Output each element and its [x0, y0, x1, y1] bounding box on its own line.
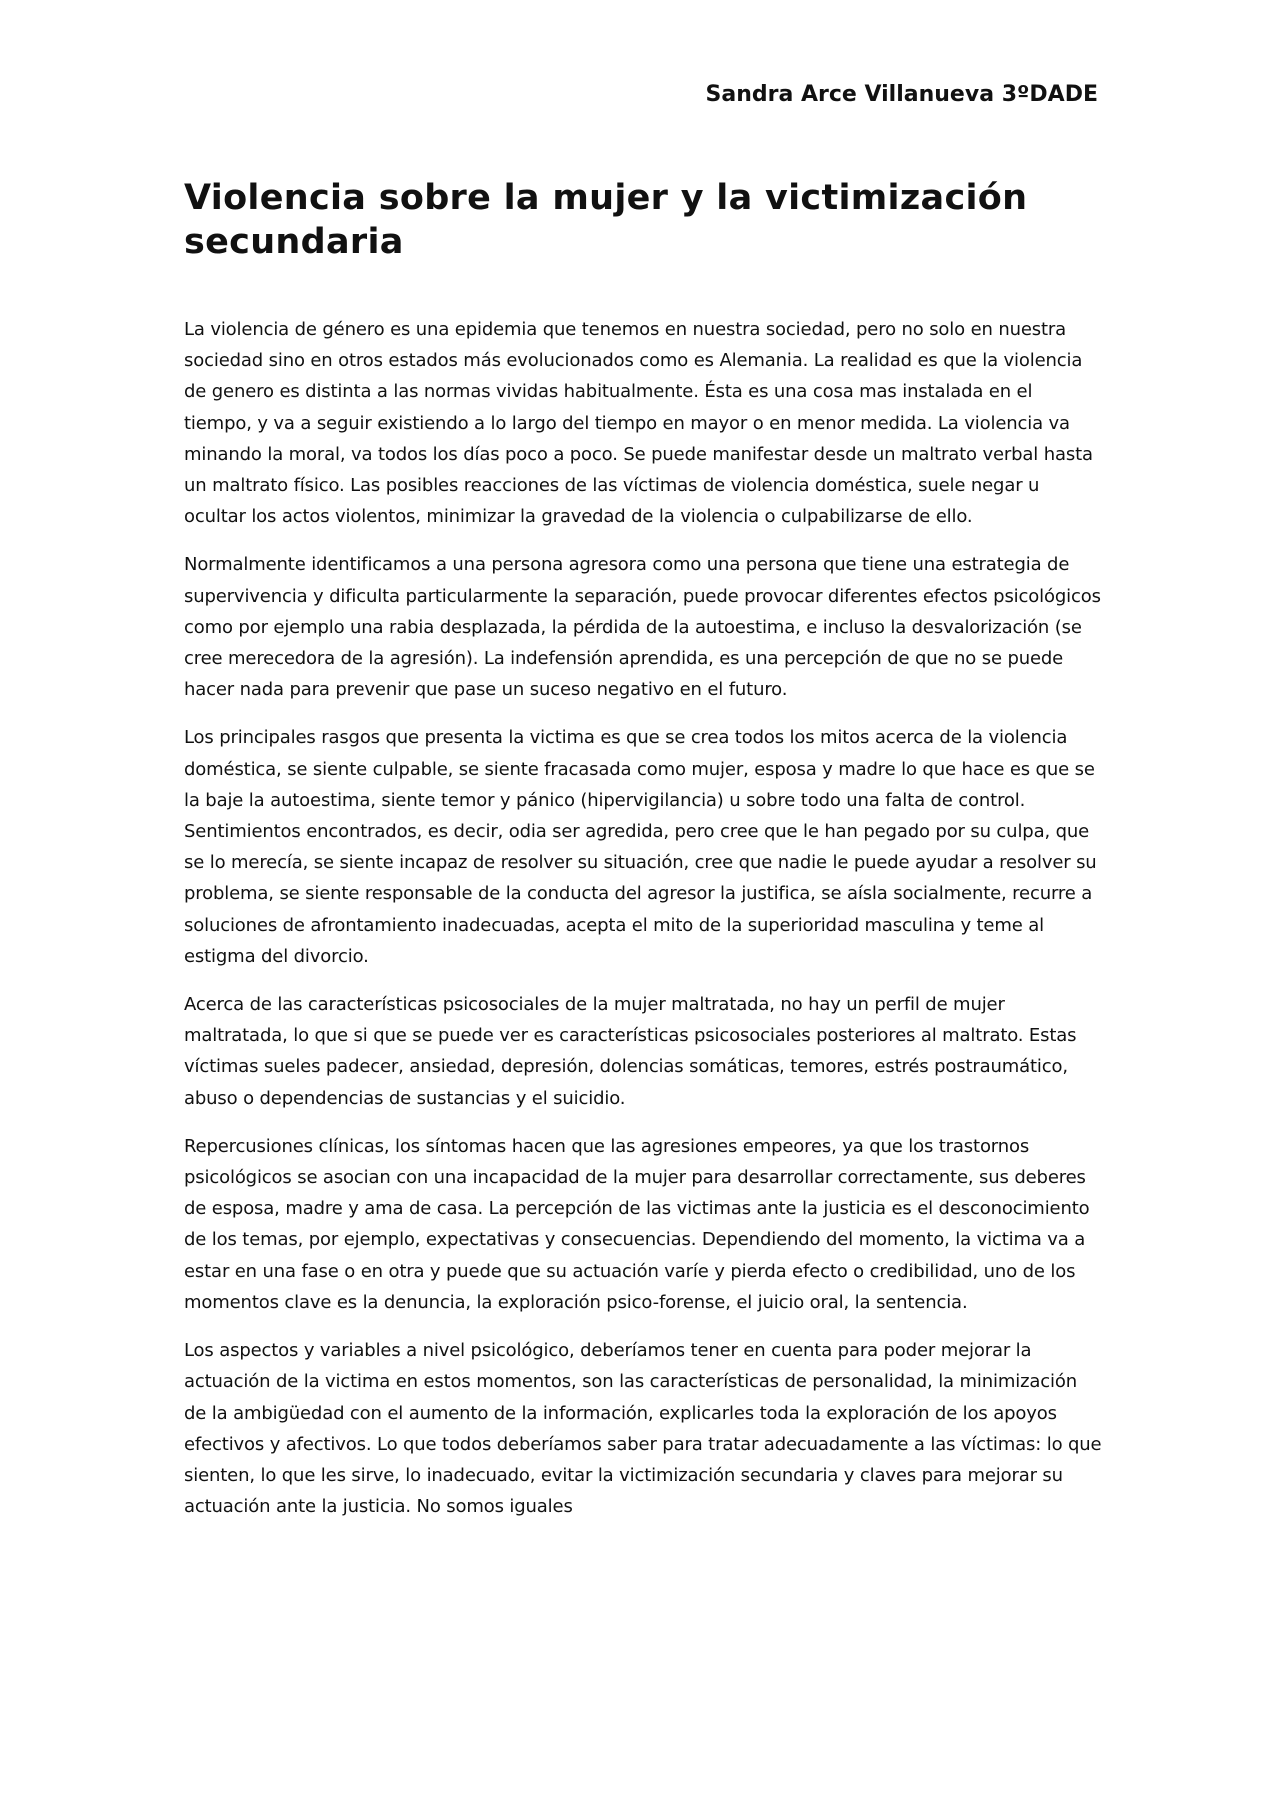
- paragraph: Normalmente identificamos a una persona agresora como una persona que tiene una estrategia de supervivencia y dificulta particularmente la separación, puede provocar diferentes efectos psicológicos como por ejemplo una rabia desplazada, la pérdida de la autoestima, e incluso la desvalorización (se cree merecedora de la agresión). La indefensión aprendida, es una percepción de que no se puede hacer nada para prevenir que pase un suceso negativo en el futuro.: [184, 554, 1101, 701]
- author-line: Sandra Arce Villanueva 3ºDADE: [705, 82, 1098, 107]
- document-title: Violencia sobre la mujer y la victimización secundaria: [184, 178, 1028, 262]
- paragraph: Los principales rasgos que presenta la victima es que se crea todos los mitos acerca de la violencia doméstica, se siente culpable, se siente fracasada como mujer, esposa y madre lo que hace es que se la baje la autoestima, siente temor y pánico (hipervigilancia) u sobre todo una falta de control. Sentimientos encontrados, es decir, odia ser agredida, pero cree que le han pegado por su culpa, que se lo merecía, se siente incapaz de resolver su situación, cree que nadie le puede ayudar a resolver su problema, se siente responsable de la conducta del agresor la justifica, se aísla socialmente, recurre a soluciones de afrontamiento inadecuadas, acepta el mito de la superioridad masculina y teme al estigma del divorcio.: [184, 727, 1097, 967]
- paragraph: Repercusiones clínicas, los síntomas hacen que las agresiones empeores, ya que los trastornos psicológicos se asocian con una incapacidad de la mujer para desarrollar correctamente, sus deberes de esposa, madre y ama de casa. La percepción de las victimas ante la justicia es el desconocimiento de los temas, por ejemplo, expectativas y consecuencias. Dependiendo del momento, la victima va a estar en una fase o en otra y puede que su actuación varíe y pierda efecto o credibilidad, uno de los momentos clave es la denuncia, la exploración psico-forense, el juicio oral, la sentencia.: [184, 1135, 1090, 1313]
- paragraph: Los aspectos y variables a nivel psicológico, deberíamos tener en cuenta para poder mejorar la actuación de la victima en estos momentos, son las características de personalidad, la minimización de la ambigüedad con el aumento de la información, explicarles toda la exploración de los apoyos efectivos y afectivos. Lo que todos deberíamos saber para tratar adecuadamente a las víctimas: lo que sienten, lo que les sirve, lo inadecuado, evitar la victimización secundaria y claves para mejorar su actuación ante la justicia. No somos iguales: [184, 1340, 1102, 1518]
- paragraph: Acerca de las características psicosociales de la mujer maltratada, no hay un perfil de mujer maltratada, lo que si que se puede ver es características psicosociales posteriores al maltrato. Estas víctimas sueles padecer, ansiedad, depresión, dolencias somáticas, temores, estrés postraumático, abuso o dependencias de sustancias y el suicidio.: [184, 994, 1077, 1109]
- paragraph: La violencia de género es una epidemia que tenemos en nuestra sociedad, pero no solo en nuestra sociedad sino en otros estados más evolucionados como es Alemania. La realidad es que la violencia de genero es distinta a las normas vividas habitualmente. Ésta es una cosa mas instalada en el tiempo, y va a seguir existiendo a lo largo del tiempo en mayor o en menor medida. La violencia va minando la moral, va todos los días poco a poco. Se puede manifestar desde un maltrato verbal hasta un maltrato físico. Las posibles reacciones de las víctimas de violencia doméstica, suele negar u ocultar los actos violentos, minimizar la gravedad de la violencia o culpabilizarse de ello.: [184, 319, 1093, 528]
- document-body: [184, 314, 1104, 1539]
